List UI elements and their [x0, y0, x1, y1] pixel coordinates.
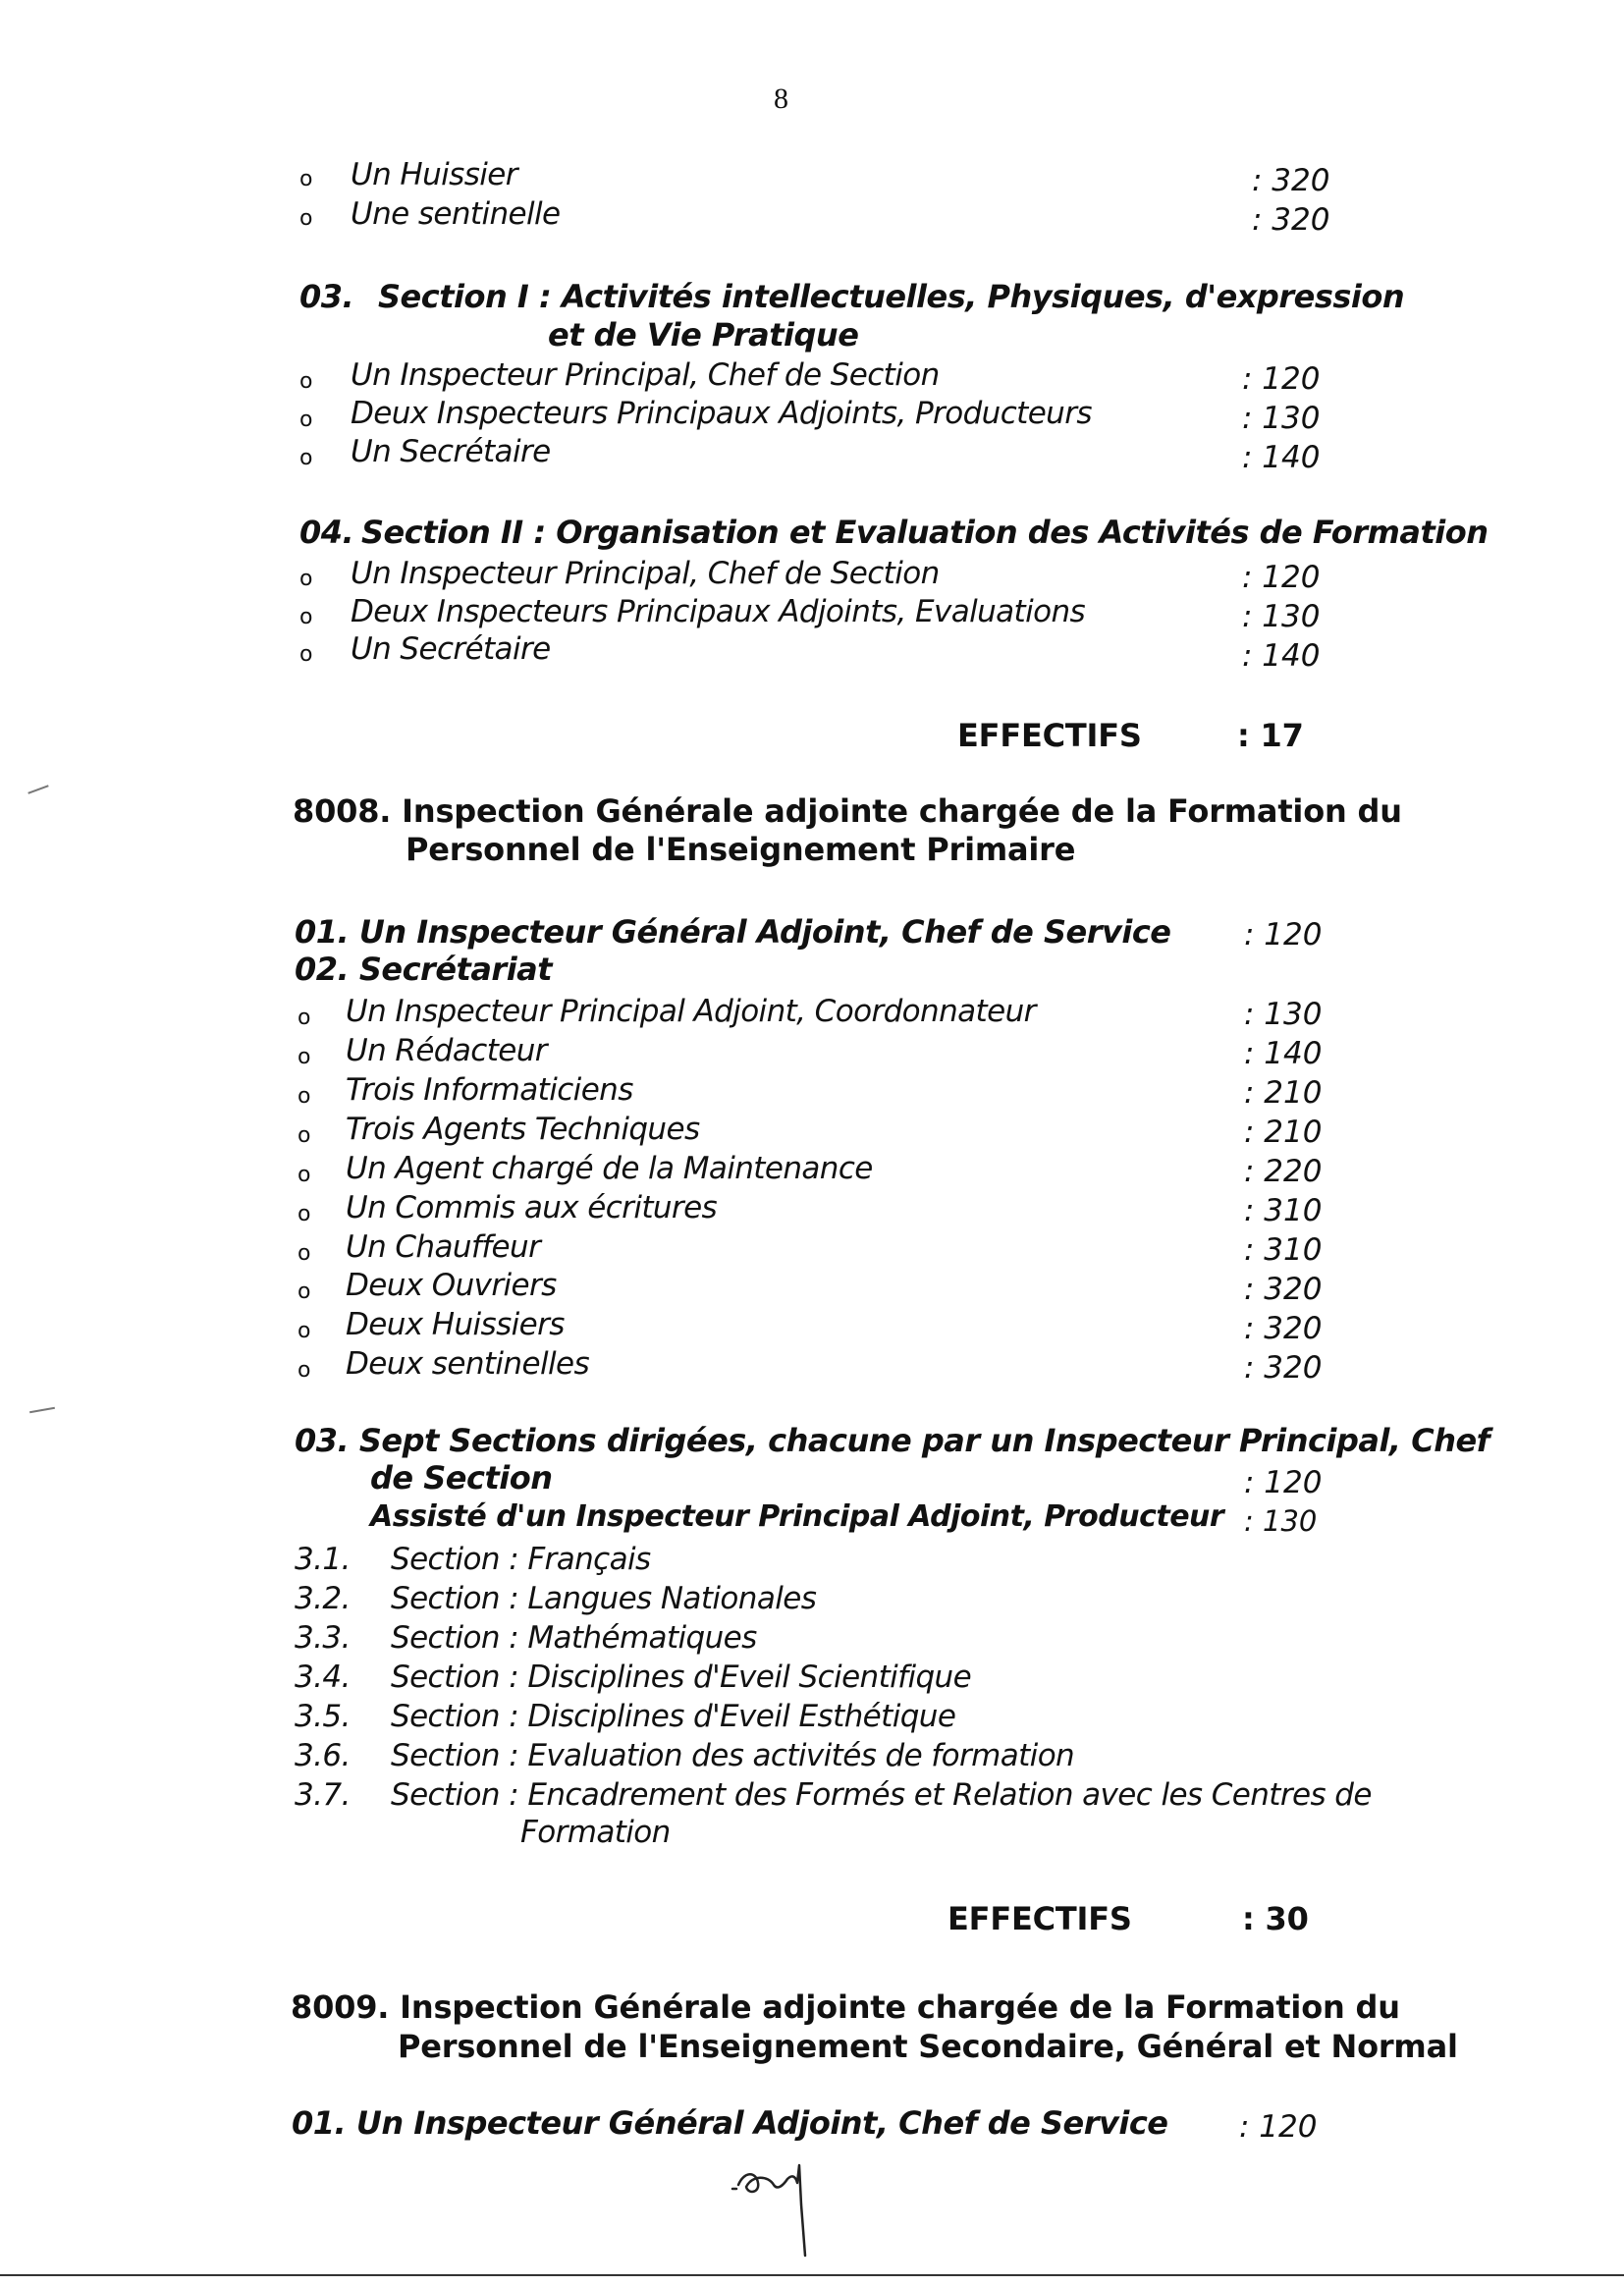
bullet-icon: o — [299, 605, 313, 629]
list-item-value: : 120 — [1242, 361, 1321, 397]
section-04-title: Section II : Organisation et Evaluation des Activités de Formation — [361, 514, 1489, 551]
list-item-value: : 320 — [1244, 1311, 1323, 1346]
bottom-rule — [0, 2274, 1624, 2276]
subsection-text-cont: Formation — [520, 1815, 671, 1850]
list-item-value: : 320 — [1252, 202, 1330, 238]
subsection-number: 3.5. — [295, 1699, 351, 1734]
section-04-number: 04. — [299, 514, 354, 551]
bullet-icon: o — [299, 567, 313, 591]
bullet-icon: o — [299, 408, 313, 432]
subsection-text: Section : Disciplines d'Eveil Esthétique — [391, 1699, 956, 1734]
effectifs-label: EFFECTIFS — [947, 1900, 1132, 1937]
effectifs-value: : 30 — [1242, 1900, 1309, 1937]
list-item-value: : 140 — [1242, 638, 1321, 674]
list-item-label: Un Chauffeur — [346, 1229, 541, 1265]
subsection-number: 3.2. — [295, 1581, 351, 1616]
heading-8009-cont: Personnel de l'Enseignement Secondaire, Général et Normal — [398, 2028, 1458, 2065]
list-item-value: : 210 — [1244, 1115, 1323, 1150]
list-item-label: Un Huissier — [351, 157, 517, 192]
list-item-value: : 130 — [1242, 599, 1321, 634]
margin-mark — [29, 1407, 55, 1413]
list-item-label: Deux Inspecteurs Principaux Adjoints, Producteurs — [351, 396, 1092, 431]
list-item-label: Un Secrétaire — [351, 631, 551, 667]
subsection-number: 3.4. — [295, 1660, 351, 1695]
margin-mark — [27, 785, 48, 793]
bullet-icon: o — [298, 1319, 311, 1343]
item-03-value: : 120 — [1244, 1465, 1323, 1500]
subsection-text: Section : Disciplines d'Eveil Scientifique — [391, 1660, 972, 1695]
page-number: 8 — [774, 82, 788, 115]
bullet-icon: o — [299, 206, 313, 231]
bullet-icon: o — [298, 1045, 311, 1069]
list-item-label: Un Agent chargé de la Maintenance — [346, 1151, 873, 1186]
subsection-text: Section : Evaluation des activités de formation — [391, 1738, 1075, 1773]
bullet-icon: o — [299, 369, 313, 394]
list-item-label: Un Commis aux écritures — [346, 1190, 718, 1225]
item-03-label-cont: de Section — [370, 1459, 553, 1497]
subsection-number: 3.1. — [295, 1542, 351, 1577]
list-item-value: : 310 — [1244, 1193, 1323, 1228]
bullet-icon: o — [298, 1202, 311, 1226]
heading-8008-cont: Personnel de l'Enseignement Primaire — [406, 831, 1076, 868]
subsection-text: Section : Mathématiques — [391, 1620, 757, 1656]
bullet-icon: o — [299, 642, 313, 667]
list-item-label: Un Secrétaire — [351, 434, 551, 469]
list-item-value: : 130 — [1244, 997, 1323, 1032]
subsection-number: 3.3. — [295, 1620, 351, 1656]
bullet-icon: o — [299, 446, 313, 470]
bullet-icon: o — [298, 1084, 311, 1109]
item-01-label: 01. Un Inspecteur Général Adjoint, Chef de Service — [292, 2104, 1168, 2142]
list-item-label: Un Inspecteur Principal Adjoint, Coordonnateur — [346, 994, 1036, 1029]
bullet-icon: o — [298, 1241, 311, 1266]
item-02-label: 02. Secrétariat — [295, 951, 553, 988]
heading-8008: 8008. Inspection Générale adjointe chargée de la Formation du — [293, 792, 1402, 830]
effectifs-value: : 17 — [1237, 717, 1304, 754]
heading-8009: 8009. Inspection Générale adjointe chargée de la Formation du — [291, 1988, 1400, 2026]
item-03-assist: Assisté d'un Inspecteur Principal Adjoint, Producteur — [370, 1499, 1224, 1534]
subsection-text: Section : Langues Nationales — [391, 1581, 817, 1616]
bullet-icon: o — [298, 1279, 311, 1304]
item-01-label: 01. Un Inspecteur Général Adjoint, Chef de Service — [295, 913, 1171, 951]
list-item-value: : 320 — [1244, 1272, 1323, 1307]
list-item-label: Trois Agents Techniques — [346, 1112, 700, 1147]
bullet-icon: o — [298, 1006, 311, 1030]
item-03-label: 03. Sept Sections dirigées, chacune par un Inspecteur Principal, Chef — [295, 1422, 1490, 1459]
bullet-icon: o — [299, 167, 313, 191]
list-item-label: Deux Inspecteurs Principaux Adjoints, Evaluations — [351, 594, 1086, 629]
bullet-icon: o — [298, 1163, 311, 1187]
section-03-number: 03. — [299, 278, 354, 315]
list-item-label: Un Rédacteur — [346, 1033, 547, 1068]
list-item-label: Deux Huissiers — [346, 1307, 565, 1342]
bullet-icon: o — [298, 1123, 311, 1148]
list-item-label: Un Inspecteur Principal, Chef de Section — [351, 357, 940, 393]
list-item-value: : 140 — [1242, 440, 1321, 475]
subsection-text: Section : Français — [391, 1542, 651, 1577]
list-item-value: : 220 — [1244, 1154, 1323, 1189]
list-item-label: Deux sentinelles — [346, 1346, 589, 1382]
effectifs-label: EFFECTIFS — [957, 717, 1142, 754]
item-01-value: : 120 — [1239, 2109, 1318, 2145]
subsection-number: 3.6. — [295, 1738, 351, 1773]
subsection-number: 3.7. — [295, 1777, 351, 1813]
bullet-icon: o — [298, 1358, 311, 1383]
list-item-value: : 210 — [1244, 1075, 1323, 1111]
section-03-title-cont: et de Vie Pratique — [548, 316, 859, 354]
list-item-label: Deux Ouvriers — [346, 1268, 557, 1303]
item-01-value: : 120 — [1244, 917, 1323, 952]
list-item-label: Trois Informaticiens — [346, 1072, 633, 1108]
list-item-value: : 320 — [1244, 1350, 1323, 1386]
section-03-title: Section I : Activités intellectuelles, Physiques, d'expression — [378, 278, 1405, 315]
list-item-value: : 140 — [1244, 1036, 1323, 1071]
list-item-label: Un Inspecteur Principal, Chef de Section — [351, 556, 940, 591]
item-03-assist-value: : 130 — [1244, 1504, 1318, 1538]
list-item-value: : 130 — [1242, 401, 1321, 436]
list-item-value: : 310 — [1244, 1232, 1323, 1268]
list-item-value: : 320 — [1252, 163, 1330, 198]
signature-initials — [727, 2146, 835, 2263]
subsection-text: Section : Encadrement des Formés et Relation avec les Centres de — [391, 1777, 1372, 1813]
list-item-value: : 120 — [1242, 560, 1321, 595]
list-item-label: Une sentinelle — [351, 196, 561, 232]
